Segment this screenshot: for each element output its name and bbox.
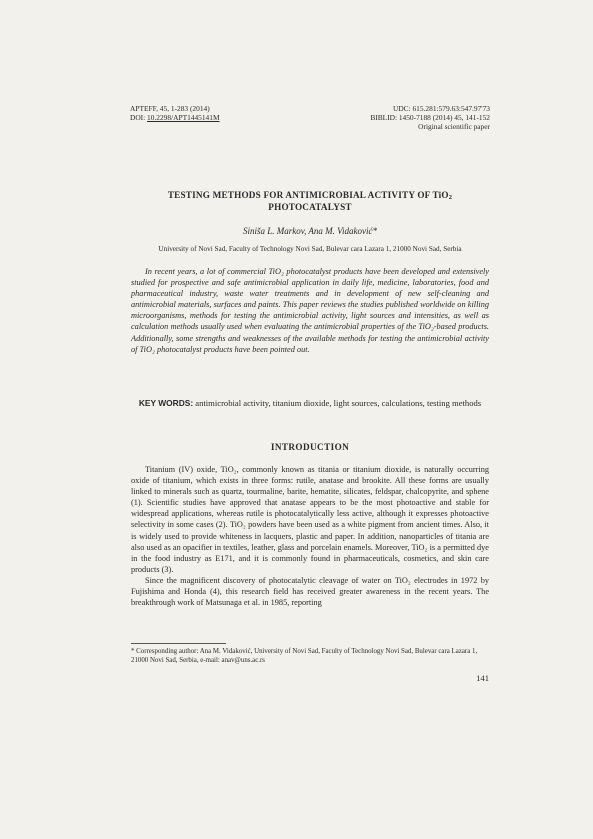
footnote-divider (131, 643, 226, 644)
title-line-2: PHOTOCATALYST (268, 201, 352, 212)
journal-citation (130, 104, 290, 122)
keywords-label: KEY WORDS: (138, 398, 194, 408)
doi-prefix: DOI: (130, 113, 148, 122)
doi-line (130, 113, 290, 122)
udc-line: UDC: 615.281:579.63:547.97'73 (392, 104, 490, 113)
title-line-1: TESTING METHODS FOR ANTIMICROBIAL ACTIVITY OF TiO$_2$ (167, 190, 453, 201)
authors: Siniša L. Markov, Ana M. Vidaković* (243, 226, 377, 236)
keywords-text: antimicrobial activity, titanium dioxide, light sources, calculations, testing methods (195, 398, 482, 408)
introduction-paragraph-2: Since the magnificent discovery of photocatalytic cleavage of water on TiO₂ electrodes in 1972 by Fujishima and Honda (4), this research field has received greater awareness in the recent years. The breakthrough work of Matsunaga et al. in 1985, reporting (131, 575, 489, 608)
abstract: In recent years, a lot of commercial TiO₂ photocatalyst products have been developed and extensively studied for prospective and safe antimicrobial application in daily life, medicine, laboratories, food and pharmaceutical industry, waste water treatments and in development of new self-cleaning and antimicrobial materials, surfaces and paints. This paper reviews the studies published worldwide on killing microorganisms, methods for testing the antimicrobial activity, light sources and intensities, as well as calculation methods usually used when evaluating the antimicrobial properties of the TiO₂-based products. Additionally, some strengths and weaknesses of the available methods for testing the antimicrobial activity of TiO₂ photocatalyst products have been pointed out. (131, 267, 489, 354)
doi-link[interactable]: 10.2298/APT1445141M (147, 113, 220, 122)
paper-type: Original scientific paper (418, 122, 490, 131)
section-heading-introduction: INTRODUCTION (270, 442, 350, 452)
keywords (131, 398, 489, 409)
corresponding-author-footnote (131, 647, 489, 665)
paper-title (130, 190, 490, 213)
page-number: 141 (476, 673, 489, 683)
introduction-body (131, 464, 489, 608)
footnote-text: * Corresponding author: Ana M. Vidaković, University of Novi Sad, Faculty of Technology Novi Sad, Bulevar cara Lazara 1, 21000 Novi Sad, Serbia, e-mail: anav@uns.ac.rs (131, 648, 478, 664)
biblid-line: BIBLID: 1450-7188 (2014) 45, 141-152 (370, 113, 490, 122)
introduction-paragraph-1: Titanium (IV) oxide, TiO₂, commonly known as titania or titanium dioxide, is naturally occurring oxide of titanium, which exists in three forms: rutile, anatase and brookite. All these forms are usually linked to minerals such as quartz, tourmaline, barite, hematite, silicates, feldspar, chalcopyrite, and sphene (1). Scientific studies have approved that anatase appears to be the most photoactive and stable for widespread applications, whereas rutile is photocatalytically less active, although it expresses photoactive selectivity in some cases (2). TiO₂ powders have been used as a white pigment from ancient times. Also, it is widely used to provide whiteness in lacquers, plastic and paper. In addition, nanoparticles of titania are also used as an opacifier in textiles, leather, glass and porcelain enamels. Moreover, TiO₂ is a permitted dye in the food industry as E171, and it is commonly found in pharmaceuticals, cosmetics, and skin care products (3). (131, 465, 489, 574)
journal-volume-line: APTEFF, 45, 1-283 (2014) (130, 104, 210, 113)
classification-info (320, 104, 490, 131)
affiliation: University of Novi Sad, Faculty of Technology Novi Sad, Bulevar cara Lazara 1, 21000 Novi Sad, Serbia (158, 245, 462, 253)
